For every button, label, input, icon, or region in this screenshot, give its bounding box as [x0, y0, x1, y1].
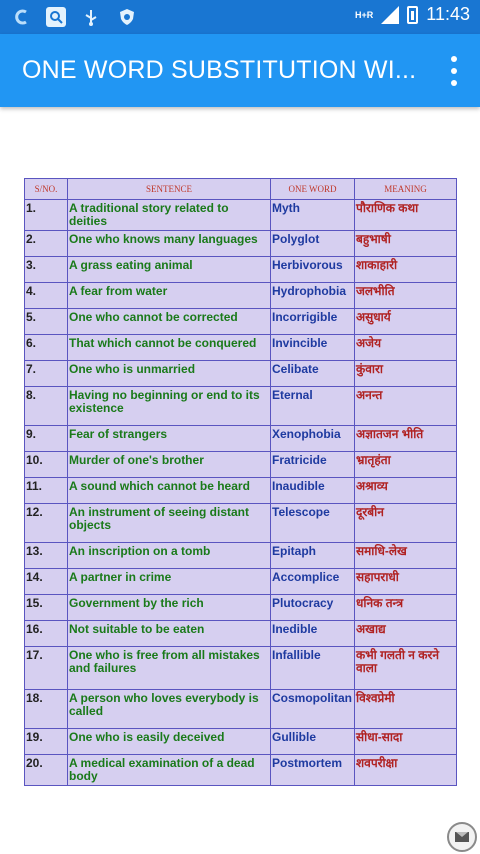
row-sentence: One who knows many languages	[68, 231, 271, 257]
row-sentence: Government by the rich	[68, 595, 271, 621]
table-row	[25, 231, 457, 257]
row-one-word: Myth	[271, 200, 355, 231]
row-number: 19.	[25, 729, 68, 755]
row-meaning: अखाद्य	[355, 621, 457, 647]
row-meaning: अज्ञातजन भीति	[355, 426, 457, 452]
row-sentence: A fear from water	[68, 283, 271, 309]
row-meaning: असुधार्य	[355, 309, 457, 335]
row-number: 13.	[25, 543, 68, 569]
row-one-word: Accomplice	[271, 569, 355, 595]
row-sentence: A sound which cannot be heard	[68, 478, 271, 504]
row-one-word: Incorrigible	[271, 309, 355, 335]
table-row	[25, 755, 457, 786]
page-title: ONE WORD SUBSTITUTION WI...	[22, 56, 417, 84]
row-meaning: दूरबीन	[355, 504, 457, 543]
row-meaning: सहापराधी	[355, 569, 457, 595]
notification-icons	[10, 6, 138, 28]
table-row	[25, 426, 457, 452]
row-sentence: Having no beginning or end to its existence	[68, 387, 271, 426]
app-bar	[0, 34, 480, 107]
row-meaning: विश्वप्रेमी	[355, 690, 457, 729]
email-button[interactable]	[447, 822, 477, 852]
search-app-icon	[46, 7, 66, 27]
row-one-word: Gullible	[271, 729, 355, 755]
header-meaning: MEANING	[355, 179, 457, 200]
row-number: 7.	[25, 361, 68, 387]
row-one-word: Epitaph	[271, 543, 355, 569]
row-meaning: धनिक तन्त्र	[355, 595, 457, 621]
row-one-word: Invincible	[271, 335, 355, 361]
row-meaning: अनन्त	[355, 387, 457, 426]
table-row	[25, 504, 457, 543]
row-sentence: An inscription on a tomb	[68, 543, 271, 569]
row-meaning: अश्राव्य	[355, 478, 457, 504]
row-number: 20.	[25, 755, 68, 786]
row-one-word: Fratricide	[271, 452, 355, 478]
row-number: 10.	[25, 452, 68, 478]
status-bar	[0, 0, 480, 34]
table-row	[25, 335, 457, 361]
row-number: 17.	[25, 647, 68, 690]
clock: 11:43	[426, 4, 470, 24]
row-sentence: That which cannot be conquered	[68, 335, 271, 361]
table-row	[25, 595, 457, 621]
table-row	[25, 309, 457, 335]
row-number: 2.	[25, 231, 68, 257]
row-sentence: A medical examination of a dead body	[68, 755, 271, 786]
table-row	[25, 361, 457, 387]
signal-icon	[381, 6, 399, 24]
header-sentence: SENTENCE	[68, 179, 271, 200]
table-row	[25, 452, 457, 478]
row-sentence: One who is free from all mistakes and failures	[68, 647, 271, 690]
row-number: 4.	[25, 283, 68, 309]
row-number: 3.	[25, 257, 68, 283]
row-number: 12.	[25, 504, 68, 543]
row-meaning: भ्रातृहंता	[355, 452, 457, 478]
table-row	[25, 621, 457, 647]
row-sentence: A grass eating animal	[68, 257, 271, 283]
header-one-word: ONE WORD	[271, 179, 355, 200]
table-row	[25, 690, 457, 729]
row-number: 5.	[25, 309, 68, 335]
row-one-word: Inaudible	[271, 478, 355, 504]
row-one-word: Herbivorous	[271, 257, 355, 283]
row-number: 8.	[25, 387, 68, 426]
row-meaning: शाकाहारी	[355, 257, 457, 283]
row-sentence: One who is unmarried	[68, 361, 271, 387]
table-row	[25, 478, 457, 504]
table-row	[25, 729, 457, 755]
row-sentence: A traditional story related to deities	[68, 200, 271, 231]
document-image	[24, 178, 456, 786]
row-one-word: Plutocracy	[271, 595, 355, 621]
row-sentence: An instrument of seeing distant objects	[68, 504, 271, 543]
row-one-word: Telescope	[271, 504, 355, 543]
row-one-word: Hydrophobia	[271, 283, 355, 309]
row-sentence: One who is easily deceived	[68, 729, 271, 755]
envelope-icon	[455, 832, 469, 842]
row-sentence: Murder of one's brother	[68, 452, 271, 478]
word-table	[24, 178, 457, 786]
row-one-word: Eternal	[271, 387, 355, 426]
overflow-menu-icon[interactable]	[448, 56, 460, 86]
row-number: 6.	[25, 335, 68, 361]
table-row	[25, 257, 457, 283]
table-header-row	[25, 179, 457, 200]
row-one-word: Postmortem	[271, 755, 355, 786]
row-meaning: समाधि-लेख	[355, 543, 457, 569]
row-sentence: Not suitable to be eaten	[68, 621, 271, 647]
row-one-word: Infallible	[271, 647, 355, 690]
row-number: 16.	[25, 621, 68, 647]
row-sentence: A partner in crime	[68, 569, 271, 595]
row-number: 1.	[25, 200, 68, 231]
row-one-word: Xenophobia	[271, 426, 355, 452]
table-row	[25, 387, 457, 426]
row-meaning: बहुभाषी	[355, 231, 457, 257]
app-s-icon	[10, 6, 32, 28]
network-type-label: H+R	[355, 9, 374, 20]
row-one-word: Polyglot	[271, 231, 355, 257]
row-meaning: शवपरीक्षा	[355, 755, 457, 786]
row-meaning: जलभीति	[355, 283, 457, 309]
table-row	[25, 647, 457, 690]
row-meaning: पौराणिक कथा	[355, 200, 457, 231]
row-meaning: कुंवारा	[355, 361, 457, 387]
table-row	[25, 543, 457, 569]
row-number: 18.	[25, 690, 68, 729]
row-number: 14.	[25, 569, 68, 595]
header-sno: S/NO.	[25, 179, 68, 200]
row-sentence: Fear of strangers	[68, 426, 271, 452]
table-row	[25, 569, 457, 595]
row-sentence: One who cannot be corrected	[68, 309, 271, 335]
battery-icon	[407, 6, 418, 24]
shield-icon	[116, 6, 138, 28]
row-number: 9.	[25, 426, 68, 452]
usb-icon	[80, 6, 102, 28]
row-meaning: कभी गलती न करने वाला	[355, 647, 457, 690]
row-meaning: अजेय	[355, 335, 457, 361]
row-sentence: A person who loves everybody is called	[68, 690, 271, 729]
table-row	[25, 283, 457, 309]
row-number: 11.	[25, 478, 68, 504]
row-one-word: Inedible	[271, 621, 355, 647]
row-one-word: Cosmopolitan	[271, 690, 355, 729]
row-number: 15.	[25, 595, 68, 621]
row-one-word: Celibate	[271, 361, 355, 387]
table-row	[25, 200, 457, 231]
system-indicators	[355, 4, 470, 25]
row-meaning: सीधा-सादा	[355, 729, 457, 755]
